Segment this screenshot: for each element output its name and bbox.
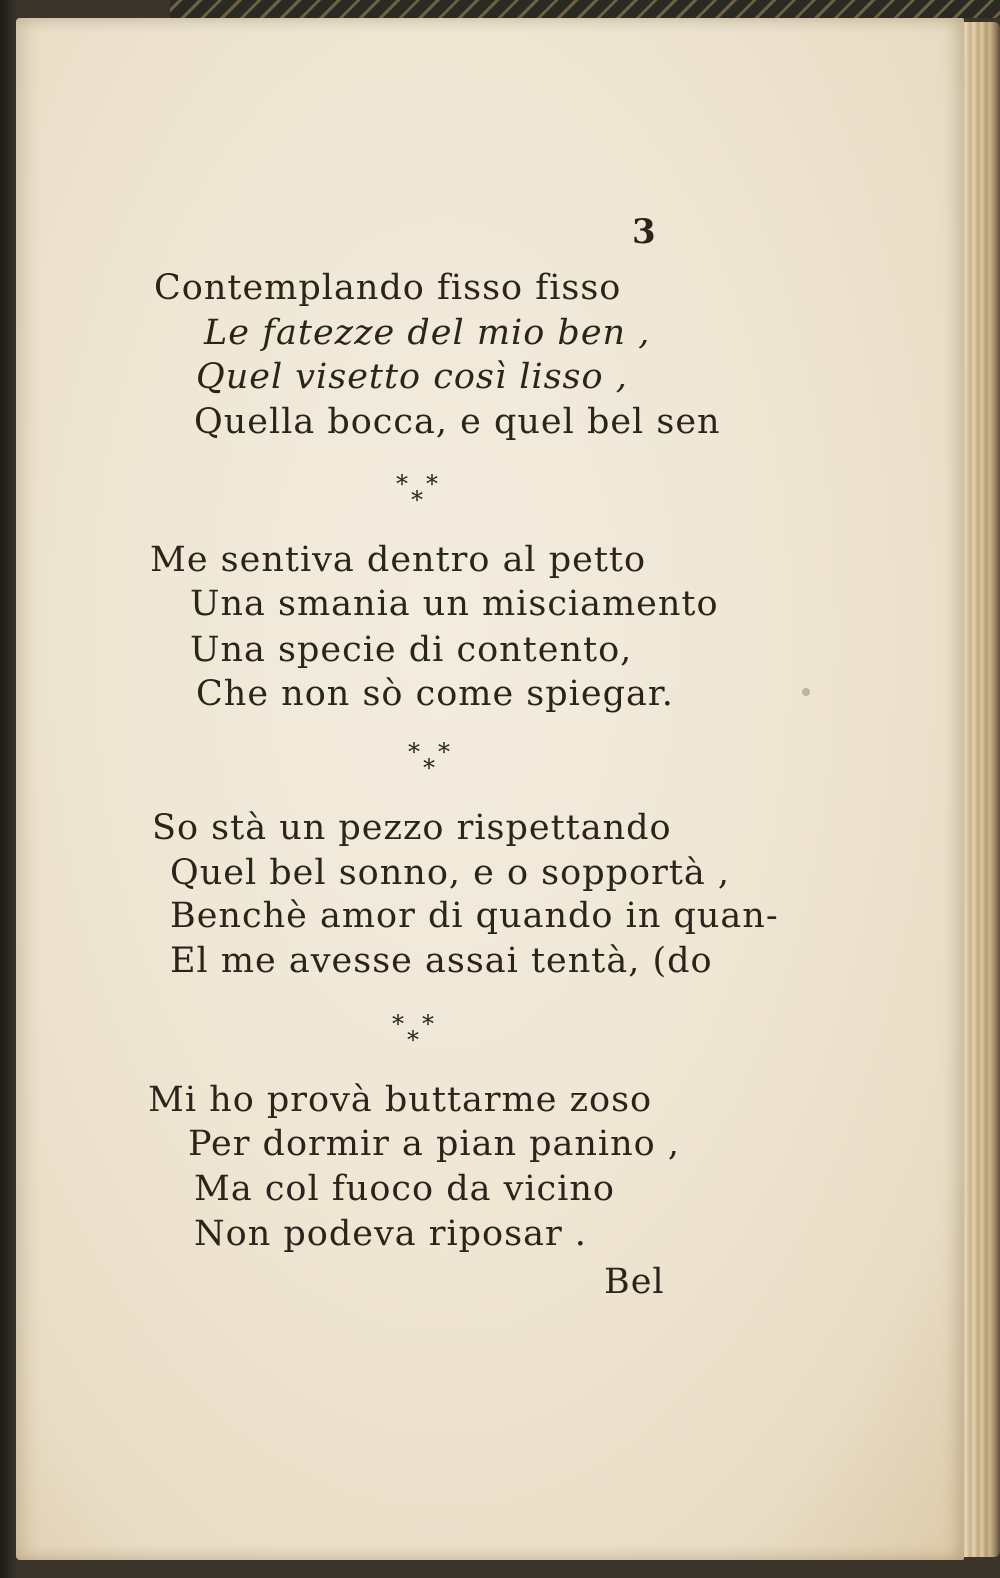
verse-line: El me avesse assai tentà, (do bbox=[170, 941, 713, 981]
asterism-divider: * * * bbox=[392, 1010, 434, 1054]
verse-line: Le fatezze del mio ben , bbox=[204, 313, 651, 353]
page-number: 3 bbox=[632, 212, 656, 252]
verse-line: Che non sò come spiegar. bbox=[196, 674, 674, 714]
verse-line: Benchè amor di quando in quan- bbox=[170, 896, 779, 936]
verse-line: Non podeva riposar . bbox=[194, 1214, 587, 1254]
verse-line: Mi ho provà buttarme zoso bbox=[148, 1080, 653, 1120]
verse-line: Ma col fuoco da vicino bbox=[194, 1169, 615, 1209]
asterism-divider: * * * bbox=[396, 470, 438, 514]
verse-line: Contemplando fisso fisso bbox=[154, 268, 622, 308]
verse-line: Quel visetto così lisso , bbox=[196, 357, 628, 397]
verse-line: Quel bel sonno, e o sopportà , bbox=[170, 853, 731, 893]
verse-line: Me sentiva dentro al petto bbox=[150, 540, 647, 580]
verse-line: So stà un pezzo rispettando bbox=[152, 808, 672, 848]
catchword: Bel bbox=[604, 1262, 665, 1302]
verse-line: Una smania un misciamento bbox=[190, 584, 719, 624]
verse-line: Per dormir a pian panino , bbox=[188, 1124, 680, 1164]
asterism-divider: * * * bbox=[408, 738, 450, 782]
verse-line: Una specie di contento, bbox=[190, 630, 633, 670]
verse-line: Quella bocca, e quel bel sen bbox=[194, 402, 721, 442]
